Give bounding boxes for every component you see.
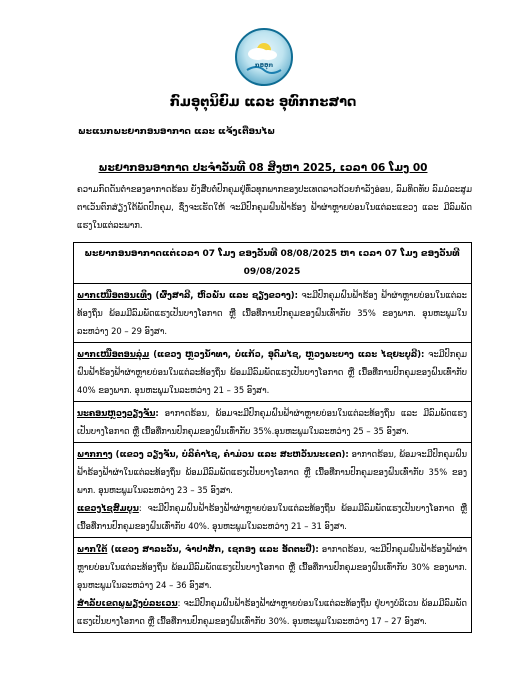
region-cell	[74, 343, 472, 402]
region-cell	[74, 402, 472, 443]
subregion-heading: ສຳລັບເຂດພູພຽງບໍລະເວນ	[77, 598, 178, 608]
table-row	[74, 443, 472, 538]
department-name: ພະແນກພະຍາກອນອາກາດ ແລະ ແຈ້ງເຕືອນໄພ	[78, 127, 276, 137]
region-text: ຈະມີປົກຄຸມຝົນຟ້າຮ້ອງຟ້າຜ່າຫຼາຍບ່ອນໃນແຕ່ລະທ້ອງຖິ່ນ ພ້ອມມີລົມພັດແຮງເປັນບາງໂອກາດ ຫຼື ເນື້ອທີ່ການປົກຄຸມຂອງຝົນເທົ່າກັບ 40% ຂອງພາກ. ອຸນຫະພູມໃນລະຫວ່າງ 21 – 35 ອົງສາ.	[77, 349, 467, 395]
region-provinces: (ແຂວງ ວຽງຈັນ, ບໍລິຄຳໄຊ, ຄຳມ່ວນ ແລະ ສະຫວັນນະເຂດ):	[112, 449, 349, 459]
table-row	[74, 402, 472, 443]
region-heading: ພາກກາງ	[77, 449, 113, 459]
region-text: ຈະມີປົກຄຸມຝົນຟ້າຮ້ອງ ຟ້າຜ່າຫຼາຍບ່ອນໃນແຕ່ລະທ້ອງຖິ່ນ ພ້ອມມີລົມພັດແຮງເປັນບາງໂອກາດ ຫຼື ເນື້ອທີ່ການປົກຄຸມຂອງຝົນເທົ່າກັບ 35% ຂອງພາກ. ອຸນຫະພູມໃນລະຫວ່າງ 20 – 29 ອົງສາ.	[77, 290, 467, 336]
region-text: ອາກາດຮ້ອນ, ຈະມີປົກຄຸມຝົນຟ້າຮ້ອງຟ້າຜ່າຫຼາຍບ່ອນໃນແຕ່ລະທ້ອງຖິ່ນ ພ້ອມມີລົມພັດແຮງເປັນບາງໂອກາດ ຫຼື ເນື້ອທີ່ການປົກຄຸມຂອງຝົນເທົ່າກັບ 30% ຂອງພາກ. ອຸນຫະພູມໃນລະຫວ່າງ 24 – 36 ອົງສາ.	[77, 544, 467, 590]
region-provinces: :	[155, 408, 159, 418]
region-text: ອາກາດຮ້ອນ, ພ້ອມຈະມີປົກຄຸມຝົນຟ້າຜ່າຫຼາຍບ່ອນໃນແຕ່ລະທ້ອງຖິ່ນ ແລະ ມີລົມພັດແຮງເປັນບາງໂອກາດ ຫຼື ເນື້ອທີ່ການປົກຄຸມຂອງຝົນເທົ່າກັບ 35%.ອຸນຫະພູມໃນລະຫວ່າງ 25 – 35 ອົງສາ.	[77, 408, 467, 436]
ministry-name: ກົມອຸຕຸນິຍົມ ແລະ ອຸທົກກະສາດ	[169, 95, 357, 110]
region-cell	[74, 284, 472, 343]
department-logo	[235, 28, 293, 86]
region-heading: ພາກໃຕ້	[77, 544, 108, 554]
table-row	[74, 284, 472, 343]
region-text: ອາກາດຮ້ອນ, ພ້ອມຈະມີປົກຄຸມຝົນຟ້າຮ້ອງຟ້າຜ່າໃນແຕ່ລະທ້ອງຖິ່ນ ພ້ອມມີລົມພັດແຮງເປັນບາງໂອກາດ ຫຼື ເນື້ອທີ່ການປົກຄຸມຂອງຝົນເທົ່າກັບ 35% ຂອງພາກ. ອຸນຫະພູມໃນລະຫວ່າງ 23 – 35 ອົງສາ.	[77, 449, 467, 495]
logo-text: ກອອຸກ	[254, 62, 274, 69]
forecast-table	[73, 242, 472, 633]
region-cell	[74, 538, 472, 633]
forecast-period: ພະຍາກອນອາກາດແຕ່ເວລາ 07 ໂມງ ຂອງວັນທີ 08/08/2025 ຫາ ເວລາ 07 ໂມງ ຂອງວັນທີ 09/08/2025	[74, 243, 472, 284]
forecast-title: ພະຍາກອນອາກາດ ປະຈຳວັນທີ 08 ສິງຫາ 2025, ເວລາ 06 ໂມງ 00	[98, 162, 428, 174]
region-cell	[74, 443, 472, 538]
region-provinces: (ແຂວງ ສາລະວັນ, ຈຳປາສັກ, ເຊກອງ ແລະ ອັດຕະປື):	[107, 544, 319, 554]
region-heading: ພາກເໜືອຕອນລຸ່ມ	[77, 349, 150, 359]
subregion-text: : ຈະມີປົກຄຸມຝົນຟ້າຮ້ອງຟ້າຜ່າຫຼາຍບ່ອນໃນແຕ່ລະທ້ອງຖິ່ນ ພ້ອມມີລົມພັດແຮງເປັນບາງໂອກາດ ຫຼື ເນື້ອທີ່ການປົກຄຸມຂອງຝົນເທົ່າກັບ 40%. ອຸນຫະພູມໃນລະຫວ່າງ 21 – 31 ອົງສາ.	[77, 503, 467, 531]
table-row	[74, 538, 472, 633]
region-provinces: (ຜົ້ງສາລີ, ຫົວພັນ ແລະ ຊຽງຂວາງ):	[151, 290, 298, 300]
region-heading: ພາກເໜືອຕອນເທິງ	[77, 290, 152, 300]
subregion-heading: ແຂວງໄຊສົມບູນ	[77, 503, 139, 513]
logo-emblem-icon	[237, 30, 291, 84]
subregion-text: : ຈະມີປົກຄຸມຝົນຟ້າຮ້ອງຟ້າຜ່າຫຼາຍບ່ອນໃນແຕ່ລະທ້ອງຖິ່ນ ຢູ່ບາງບໍລິເວນ ພ້ອມມີລົມພັດແຮງເປັນບາງໂອກາດ ຫຼື ເນື້ອທີ່ການປົກຄຸມຂອງຝົນເທົ່າກັບ 30%. ອຸນຫະພູມໃນລະຫວ່າງ 17 – 27 ອົງສາ.	[77, 598, 467, 626]
region-heading: ນະຄອນຫຼວງວຽງຈັນ	[77, 408, 156, 418]
table-row	[74, 343, 472, 402]
intro-paragraph: ຄວາມກົດດັນຕ່ຳຂອງອາກາດຮ້ອນ ຍັງສືບຕໍ່ປົກຄຸມຢູ່ທົ່ວທຸກພາກຂອງປະເທດລາວດ້ວຍກຳລັງອ່ອນ, ລົມທິດທັບ ລົມມໍລະສູມຕາເວັນຕົກສ່ຽງໃຕ້ພັດປົກຄຸມ, ຊຶ່ງຈະເຮັດໃຫ້ ຈະມີປົກຄຸມຝົນຟ້າຮ້ອງ ຟ້າຜ່າຫຼາຍບ່ອນໃນແຕ່ລະແຂວງ ແລະ ມີລົມພັດແຮງໃນແຕ່ລະພາກ.	[77, 184, 472, 230]
region-provinces: (ແຂວງ ຫຼວງນ້ຳທາ, ບໍ່ແກ້ວ, ອຸດົມໄຊ, ຫຼວງພະບາງ ແລະ ໄຊຍະບູລີ):	[149, 349, 425, 359]
table-header-row	[74, 243, 472, 284]
